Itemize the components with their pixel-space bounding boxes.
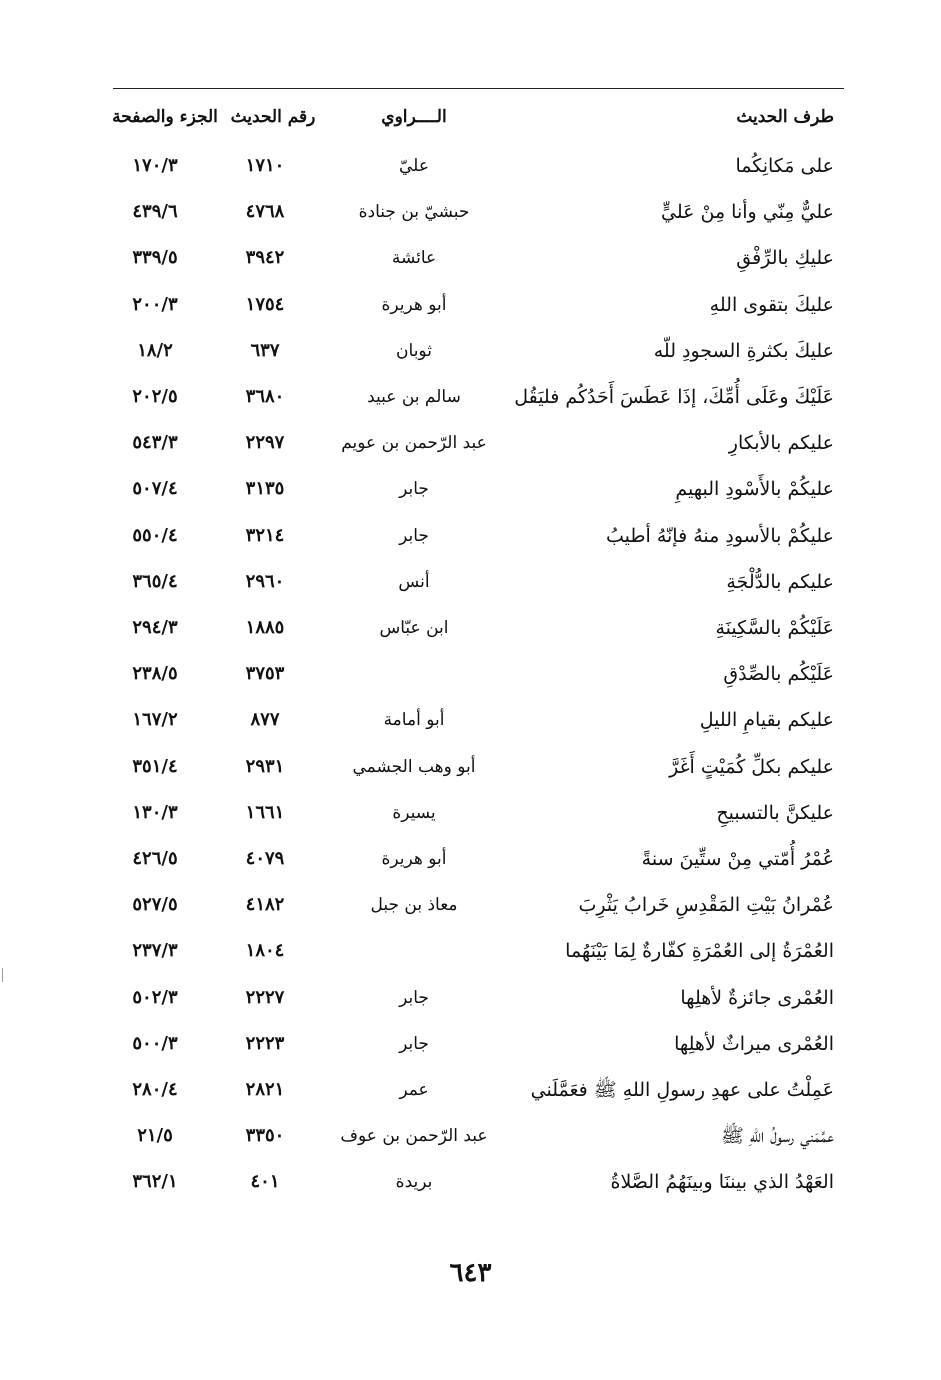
hadith-number: ١٧٥٤	[245, 293, 285, 315]
table-row	[100, 143, 844, 189]
table-row	[100, 374, 844, 420]
table-row	[100, 1067, 844, 1113]
narrator: أبو أمامة	[383, 710, 445, 731]
hadith-term: عليكُمْ بالأسودِ منهُ فإنّهُ أطيبُ	[606, 524, 834, 547]
hadith-number: ٣٩٤٢	[245, 247, 285, 269]
narrator: أبو هريرة	[381, 294, 447, 315]
narrator: عمر	[399, 1080, 429, 1100]
table-row	[100, 697, 844, 743]
header-term: طرف الحديث	[736, 107, 834, 127]
hadith-number: ٦٣٧	[250, 339, 280, 361]
hadith-term: عليكم بقيامِ الليلِ	[699, 709, 834, 732]
volume-page: ٥٥٠/٤	[132, 524, 178, 546]
narrator: ثوبان	[396, 340, 432, 361]
narrator: بريدة	[395, 1172, 433, 1193]
narrator: جابر	[399, 1033, 429, 1054]
volume-page: ٢٨٠/٤	[132, 1079, 178, 1100]
top-rule	[113, 88, 844, 89]
table-row	[100, 420, 844, 466]
header-number: رقم الحديث	[230, 107, 316, 127]
hadith-term: عليكم بالأبكارِ	[728, 432, 834, 455]
volume-page: ٣٦٢/١	[132, 1171, 178, 1193]
hadith-number: ٢٢٢٧	[245, 986, 285, 1008]
narrator: معاذ بن جبل	[370, 895, 458, 916]
hadith-term: على مَكانِكُما	[735, 155, 834, 177]
hadith-term: عُمْرُ أُمّتي مِنْ ستِّينَ سنةً	[641, 848, 834, 870]
hadith-number: ٤٠٧٩	[245, 848, 285, 869]
narrator: عليّ	[399, 156, 429, 176]
narrator: جابر	[399, 525, 429, 546]
hadith-term: العُمْرى ميراثٌ لأهلِها	[674, 1032, 834, 1055]
hadith-number: ٢٨٢١	[245, 1079, 285, 1100]
narrator: أبو هريرة	[381, 849, 447, 869]
header-ref: الجزء والصفحة	[112, 107, 218, 127]
hadith-number: ٤٠١	[250, 1171, 280, 1193]
hadith-number: ٣٧٥٣	[245, 663, 285, 685]
hadith-term: عليكِ بالرِّفْقِ	[736, 247, 834, 270]
hadith-number: ٣٦٨٠	[245, 386, 285, 407]
hadith-term: عَلَيْكُمْ بالسَّكِينَةِ	[715, 617, 834, 639]
hadith-number: ١٦٦١	[245, 801, 285, 823]
narrator: جابر	[399, 987, 429, 1008]
narrator: جابر	[399, 479, 429, 500]
hadith-number: ١٨٨٥	[245, 617, 285, 638]
table-header	[100, 100, 844, 134]
volume-page: ٢٠٢/٥	[132, 386, 178, 407]
volume-page: ١٧٠/٣	[132, 155, 178, 176]
volume-page: ٥٠٢/٣	[132, 986, 178, 1008]
table-row	[100, 790, 844, 836]
narrator: سالم بن عبيد	[367, 387, 461, 407]
hadith-number: ٣٢١٤	[245, 524, 285, 546]
hadith-number: ٣٣٥٠	[245, 1125, 285, 1147]
volume-page: ٥٢٧/٥	[132, 894, 178, 916]
hadith-term: عَلَيْكُم بالصِّدْقِ	[723, 663, 834, 686]
hadith-term: عَلَيْكَ وعَلَى أُمِّكَ، إذَا عَطَسَ أَحَدُكُم فليَقُل	[514, 386, 834, 408]
hadith-number: ١٨٠٤	[245, 940, 285, 962]
volume-page: ٣٦٥/٤	[132, 570, 178, 592]
hadith-term: عليكَ بتقوى اللهِ	[709, 293, 834, 316]
table-row	[100, 1113, 844, 1159]
table-row	[100, 189, 844, 235]
table-row	[100, 235, 844, 281]
hadith-number: ٤٧٦٨	[245, 201, 285, 223]
volume-page: ٣٣٩/٥	[132, 247, 178, 269]
table-row	[100, 513, 844, 559]
volume-page: ٤٣٩/٦	[132, 201, 178, 223]
table-row	[100, 1159, 844, 1205]
table-row	[100, 882, 844, 928]
volume-page: ٥٠٧/٤	[132, 478, 178, 500]
volume-page: ٢٩٤/٣	[132, 617, 178, 638]
hadith-term: عليكنَّ بالتسبيحِ	[716, 801, 834, 824]
narrator: أنس	[398, 571, 430, 592]
narrator: ابن عبّاس	[379, 618, 449, 638]
hadith-term: عَمِلْتُ على عهدِ رسولِ اللهِ ﷺ فعَمَّلَني	[530, 1079, 834, 1101]
page-number: ٦٤٣	[449, 1258, 492, 1288]
volume-page: ٢٣٨/٥	[132, 663, 178, 685]
narrator: عائشة	[391, 248, 437, 269]
table-row	[100, 466, 844, 512]
hadith-number: ١٧١٠	[245, 155, 285, 176]
hadith-term: العَهْدُ الذي بيننَا وبينَهُمُ الصَّلاةُ	[610, 1171, 834, 1194]
hadith-term: عليٌّ مِنّي وأنا مِنْ عَليٍّ	[660, 201, 834, 224]
table-row	[100, 744, 844, 790]
volume-page: ٢٠٠/٣	[132, 293, 178, 315]
hadith-term: عُمْرانُ بَيْتِ المَقْدِسِ خَرابُ يَثْرِبَ	[578, 894, 834, 917]
volume-page: ٥٠٠/٣	[132, 1032, 178, 1054]
hadith-number: ٨٧٧	[250, 709, 280, 731]
table-row	[100, 975, 844, 1021]
table-row	[100, 559, 844, 605]
hadith-term: عليكم بكلِّ كُمَيْتٍ أَغَرَّ	[669, 755, 834, 778]
header-narrator: الــــراوي	[381, 107, 447, 127]
hadith-term: عليكُمْ بالأَسْودِ البهيمِ	[675, 478, 834, 501]
narrator: عبد الرّحمن بن عويم	[341, 433, 487, 454]
hadith-term: العُمْرى جائزةٌ لأهلِها	[680, 986, 834, 1009]
hadith-number: ٢٩٣١	[245, 755, 285, 777]
hadith-number: ٤١٨٢	[245, 894, 285, 916]
table-row	[100, 928, 844, 974]
volume-page: ٢١/٥	[137, 1125, 173, 1147]
hadith-term: عمَّمَني رسولُ اللهِ ﷺ	[720, 1125, 834, 1148]
hadith-term: عليكَ بكثرةِ السجودِ للّه	[653, 339, 834, 362]
margin-mark	[2, 968, 3, 982]
volume-page: ٥٤٣/٣	[132, 432, 178, 454]
volume-page: ٣٥١/٤	[132, 755, 178, 777]
table-row	[100, 836, 844, 882]
volume-page: ٢٣٧/٣	[132, 940, 178, 962]
table-row	[100, 605, 844, 651]
table-row	[100, 282, 844, 328]
narrator: أبو وهب الجشمي	[352, 756, 476, 777]
narrator: يسيرة	[392, 802, 436, 823]
table-row	[100, 328, 844, 374]
narrator: عبد الرّحمن بن عوف	[340, 1126, 488, 1147]
narrator: حبشيّ بن جنادة	[358, 202, 470, 223]
table-row	[100, 1021, 844, 1067]
volume-page: ١٦٧/٢	[132, 709, 178, 731]
volume-page: ٤٢٦/٥	[132, 848, 178, 869]
hadith-term: العُمْرَةُ إلى العُمْرَةِ كفّارةٌ لِمَا بَيْنَهُما	[565, 940, 834, 963]
hadith-term: عليكم بالدُّلْجَةِ	[726, 570, 834, 593]
hadith-number: ٢٢٢٣	[245, 1032, 285, 1054]
hadith-number: ٢٢٩٧	[245, 432, 285, 454]
volume-page: ١٨/٢	[137, 339, 173, 361]
table-row	[100, 651, 844, 697]
hadith-number: ٣١٣٥	[245, 478, 285, 500]
hadith-number: ٢٩٦٠	[245, 570, 285, 592]
volume-page: ١٣٠/٣	[132, 801, 178, 823]
